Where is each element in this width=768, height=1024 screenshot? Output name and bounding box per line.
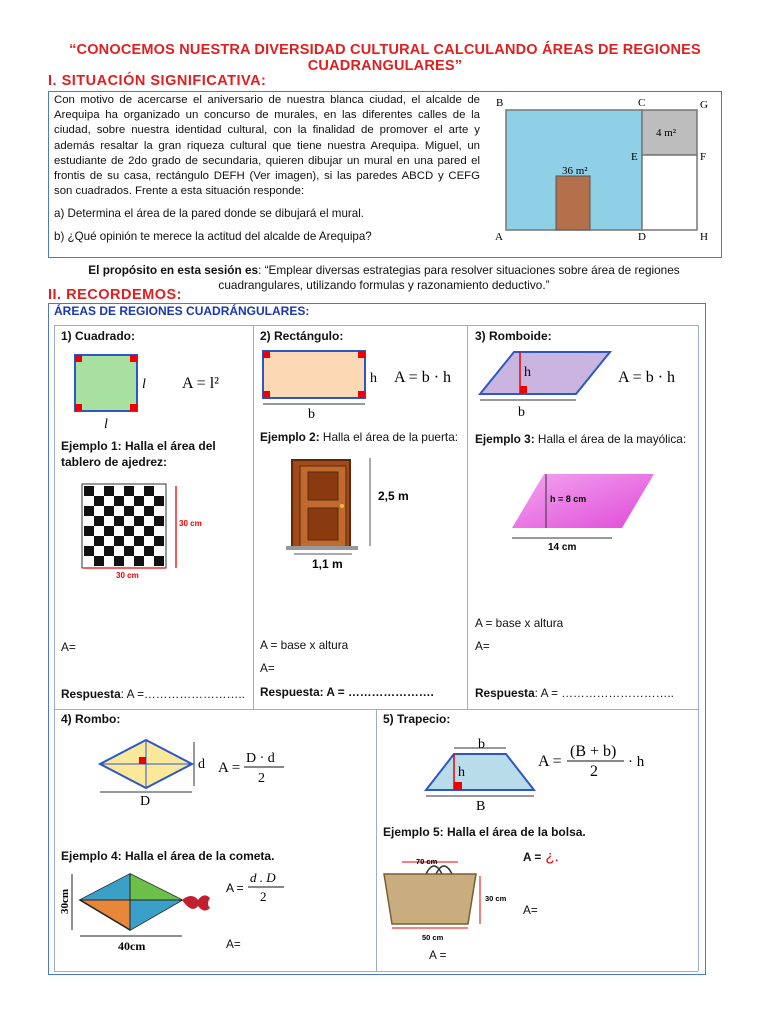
rectangle-defh <box>642 155 697 230</box>
page-title: “CONOCEMOS NUESTRA DIVERSIDAD CULTURAL CALCULANDO ÁREAS DE REGIONES CUADRANGULARES” <box>69 42 701 74</box>
proposito-text: : “Emplear diversas estrategias para resolver situaciones sobre área de regiones cuadrangulares, utilizando formulas y razonamiento deductivo.” <box>218 263 680 292</box>
kite-figure <box>58 864 228 954</box>
grid-line <box>376 709 377 971</box>
chessboard-square <box>134 536 144 546</box>
a-question-label: A = <box>523 850 542 864</box>
right-angle-mark <box>75 355 82 362</box>
chessboard-square <box>104 546 114 556</box>
side-label-right: l <box>142 377 146 392</box>
chessboard-square <box>94 516 104 526</box>
door-knob <box>340 504 344 508</box>
kite-bow <box>182 895 210 910</box>
door-dim-b: 1,1 m <box>312 557 343 571</box>
chessboard-square <box>154 496 164 506</box>
label-a: A <box>495 231 503 243</box>
trapecio-b: b <box>478 737 485 752</box>
situacion-text <box>54 93 480 244</box>
right-angle-mark <box>130 404 137 411</box>
chessboard-square <box>144 486 154 496</box>
rombo-d: d <box>198 757 205 772</box>
chessboard-square <box>104 526 114 536</box>
rombo-formula-lhs: A = <box>218 760 241 776</box>
chessboard-square <box>144 526 154 536</box>
chessboard-square <box>84 486 94 496</box>
grid-line <box>54 971 698 972</box>
door-floor <box>286 546 358 550</box>
chessboard-square <box>144 506 154 516</box>
label-e: E <box>631 151 638 163</box>
right-angle-mark <box>130 355 137 362</box>
kite-formula <box>224 868 314 908</box>
areas-title: ÁREAS DE REGIONES CUADRÁNGULARES: <box>54 304 310 318</box>
chessboard-square <box>104 486 114 496</box>
romboide-figure <box>474 346 696 422</box>
grid-line <box>54 325 698 326</box>
cuadrado-heading: 1) Cuadrado: <box>61 329 136 343</box>
side-label-bottom: l <box>104 417 108 430</box>
label-h: H <box>700 231 708 243</box>
chessboard-figure <box>80 482 240 586</box>
chessboard <box>82 484 166 568</box>
cuadrado-ejemplo: Ejemplo 1: Halla el área del tablero de ajedrez: <box>61 439 216 469</box>
door-dim-h: 2,5 m <box>378 489 409 503</box>
rectangulo-a: A= <box>260 661 275 675</box>
square-shape <box>75 355 137 411</box>
door-figure <box>282 452 432 574</box>
kite-formula-lhs: A = <box>226 881 244 895</box>
label-g: G <box>700 99 708 111</box>
rectangulo-respuesta: Respuesta: A = …………………. <box>260 685 434 699</box>
trapecio-ejemplo: Ejemplo 5: Halla el área de la bolsa. <box>383 825 586 839</box>
area-small-label: 4 m² <box>656 127 677 139</box>
trapecio-formula-lhs: A = <box>538 753 562 770</box>
bag-dim-bottom: 50 cm <box>422 933 444 942</box>
ejemplo-label: Ejemplo 2: <box>260 430 320 444</box>
bag-handles <box>426 866 452 874</box>
right-angle-mark <box>139 757 146 764</box>
romboide-base-altura: A = base x altura <box>475 616 564 630</box>
trapecio-shape <box>426 754 534 790</box>
section-heading-recordemos: II. RECORDEMOS: <box>48 287 182 303</box>
chessboard-square <box>144 546 154 556</box>
ejemplo-label: Ejemplo 3: <box>475 432 535 446</box>
romboide-heading: 3) Romboide: <box>475 329 552 343</box>
trapecio-formula-num: (B + b) <box>570 743 617 760</box>
bag-dim-top: 70 cm <box>416 857 438 866</box>
chessboard-square <box>134 556 144 566</box>
chessboard-square <box>124 486 134 496</box>
label-f: F <box>700 151 707 163</box>
rectangulo-base-altura: A = base x altura <box>260 638 349 652</box>
situacion-paragraph: Con motivo de acercarse el aniversario de nuestra blanca ciudad, el alcalde de Arequipa ha organizado un concurso de murales, en las diferentes calles de la ciudad, sobre nuestra identidad cultural, con la finalidad de promover el arte y además resaltar la gran riqueza cultural que tiene nuestra Arequipa. Miguel, un estudiante de 2do grado de secundaria, quieren dibujar un mural en una pared el frontis de su casa, rectángulo DEFH (Ver imagen), si las paredes ABCD y CEFG son cuadrados. Frente a esta situación responde: <box>54 94 480 198</box>
romboide-h: h <box>524 365 531 380</box>
grid-line <box>54 325 55 971</box>
cuadrado-formula: A = l² <box>182 375 219 392</box>
trapecio-a-question <box>523 848 559 865</box>
chessboard-square <box>134 516 144 526</box>
pregunta-a: a) Determina el área de la pared donde se dibujará el mural. <box>54 207 364 221</box>
chessboard-square <box>104 506 114 516</box>
chessboard-square <box>84 526 94 536</box>
trapecio-B: B <box>476 799 486 812</box>
dim-bottom: 30 cm <box>116 571 139 580</box>
right-angle-mark <box>454 782 462 790</box>
rect-h: h <box>370 371 377 386</box>
rombo-D: D <box>140 794 151 808</box>
rectangulo-ejemplo <box>260 430 458 444</box>
trapecio-a2: A = <box>429 948 447 962</box>
dim-side: 30 cm <box>179 519 202 528</box>
chessboard-square <box>124 546 134 556</box>
bag-figure <box>380 854 520 946</box>
rect-b: b <box>308 407 315 422</box>
right-angle-mark <box>358 391 365 398</box>
label-b: B <box>496 97 504 109</box>
grid-line <box>467 325 468 709</box>
chessboard-square <box>114 496 124 506</box>
respuesta-label: Respuesta <box>61 687 121 701</box>
rombo-a: A= <box>226 937 241 951</box>
ejemplo-text: Halla el área de la puerta: <box>319 430 459 444</box>
romboide-shape <box>480 352 610 394</box>
rectangulo-figure <box>258 346 463 422</box>
kite-dim-bottom: 40cm <box>118 939 146 953</box>
chessboard-square <box>154 556 164 566</box>
grid-line <box>253 325 254 709</box>
cuadrado-figure <box>70 350 240 430</box>
right-angle-mark <box>520 386 527 393</box>
mayolica-dim-b: 14 cm <box>548 542 577 553</box>
romboide-ejemplo <box>475 432 686 446</box>
rectangle-shape <box>263 351 365 398</box>
rectangulo-heading: 2) Rectángulo: <box>260 329 344 343</box>
rombo-heading: 4) Rombo: <box>61 712 121 726</box>
chessboard-square <box>94 556 104 566</box>
section-heading-situacion: I. SITUACIÓN SIGNIFICATIVA: <box>48 73 267 89</box>
label-c: C <box>638 97 646 109</box>
kite-formula-den: 2 <box>260 889 267 904</box>
chessboard-square <box>124 506 134 516</box>
bag-shape <box>384 874 476 924</box>
right-angle-mark <box>358 351 365 358</box>
right-angle-mark <box>263 391 270 398</box>
rombo-formula-num: D · d <box>246 751 275 766</box>
area-big-label: 36 m² <box>562 165 588 177</box>
chessboard-square <box>114 536 124 546</box>
mayolica-figure <box>504 466 664 556</box>
right-angle-mark <box>263 351 270 358</box>
chessboard-square <box>84 546 94 556</box>
chessboard-square <box>154 536 164 546</box>
cuadrado-respuesta <box>61 687 245 701</box>
trapecio-figure <box>420 736 660 812</box>
romboide-a: A= <box>475 639 490 653</box>
respuesta-value: : A = ……………………….. <box>534 686 674 700</box>
pregunta-b: b) ¿Qué opinión te merece la actitud del alcalde de Arequipa? <box>54 229 372 243</box>
romboide-formula: A = b · h <box>618 369 676 386</box>
chessboard-square <box>154 516 164 526</box>
rombo-formula-den: 2 <box>258 771 265 786</box>
respuesta-label: Respuesta <box>475 686 535 700</box>
bag-dim-side: 30 cm <box>485 894 507 903</box>
chessboard-square <box>114 516 124 526</box>
trapecio-a: A= <box>523 903 538 917</box>
chessboard-square <box>84 506 94 516</box>
door-shape <box>556 176 590 230</box>
chessboard-square <box>124 526 134 536</box>
trapecio-heading: 5) Trapecio: <box>383 712 451 726</box>
a-question-value: ¿. <box>541 848 559 865</box>
trapecio-h: h <box>458 765 465 780</box>
trapecio-formula-tail: · h <box>628 754 645 770</box>
romboide-b: b <box>518 405 525 420</box>
kite-formula-num: d . D <box>250 870 276 885</box>
chessboard-square <box>94 496 104 506</box>
chessboard-square <box>134 496 144 506</box>
label-d: D <box>638 231 646 243</box>
chessboard-square <box>94 536 104 546</box>
rectangulo-formula: A = b · h <box>394 369 452 386</box>
rombo-figure <box>90 732 290 808</box>
mayolica-dim-h: h = 8 cm <box>550 494 587 504</box>
chessboard-square <box>114 556 124 566</box>
grid-line <box>698 325 699 971</box>
rombo-ejemplo: Ejemplo 4: Halla el área de la cometa. <box>61 849 275 863</box>
romboide-respuesta <box>475 686 674 700</box>
respuesta-value: : A =…………………….. <box>120 687 245 701</box>
kite-dim-side: 30cm <box>59 888 71 914</box>
cuadrado-a: A= <box>61 640 76 654</box>
mural-figure <box>490 94 718 244</box>
right-angle-mark <box>75 404 82 411</box>
trapecio-formula-den: 2 <box>590 763 598 780</box>
ejemplo-text: Halla el área de la mayólica: <box>534 432 687 446</box>
proposito-label: El propósito en esta sesión es <box>88 263 259 277</box>
